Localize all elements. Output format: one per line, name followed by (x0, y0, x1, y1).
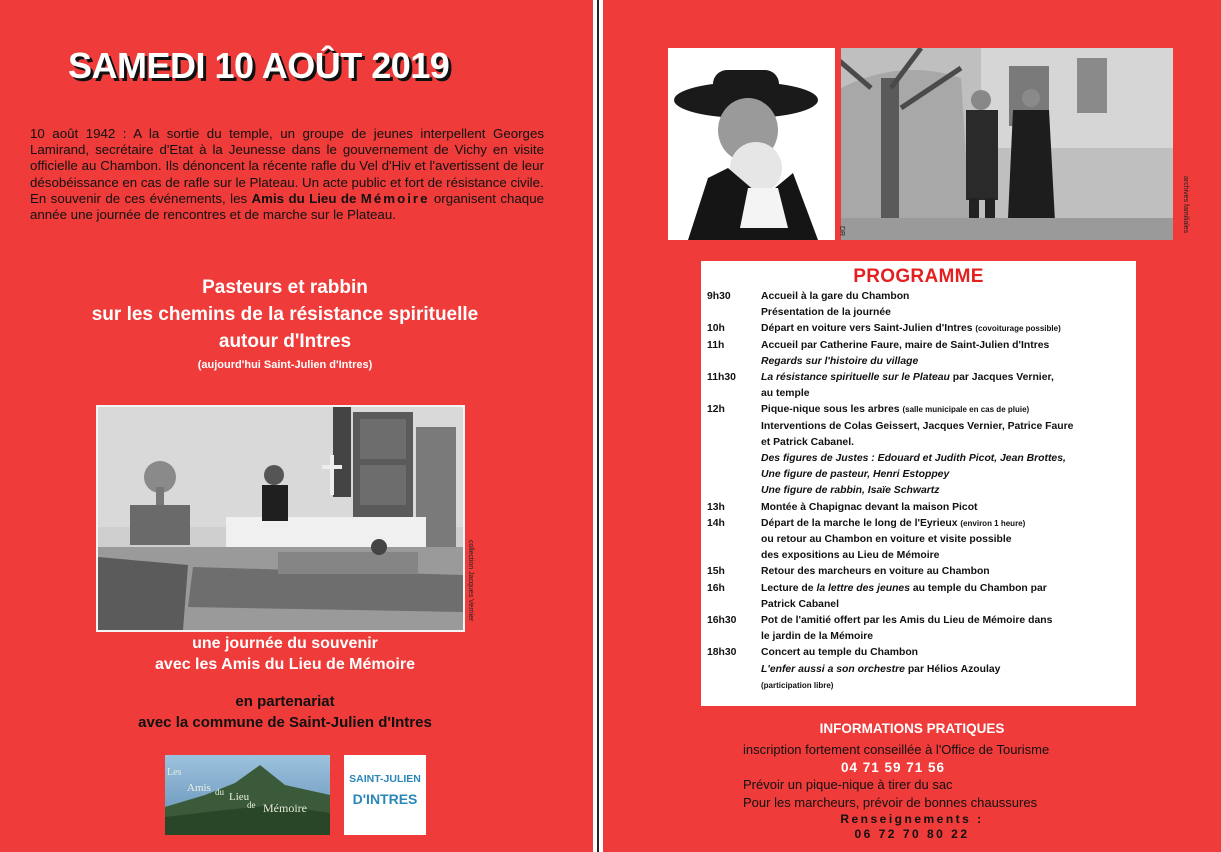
programme-line: Une figure de rabbin, Isaïe Schwartz (761, 485, 940, 497)
programme-box (701, 261, 1136, 706)
programme-line: L'enfer aussi a son orchestre par Hélios Azoulay (761, 663, 1001, 675)
programme-line: Retour des marcheurs en voiture au Chambon (761, 566, 990, 578)
partner-line-2: avec la commune de Saint-Julien d'Intres (138, 714, 432, 731)
programme-row (701, 613, 1136, 645)
intro-paragraph-2 (30, 191, 544, 223)
programme-description (761, 500, 1136, 516)
info-title: INFORMATIONS PRATIQUES (819, 721, 1005, 736)
couple-photo-credit: archives familiales (1182, 176, 1189, 234)
headline-line-2: sur les chemins de la résistance spirituelle (91, 304, 479, 325)
programme-row (701, 338, 1136, 370)
programme-line: Interventions de Colas Geissert, Jacques Vernier, Patrice Faure (761, 420, 1074, 432)
programme-description (761, 645, 1136, 694)
programme-line: Concert au temple du Chambon (761, 647, 919, 659)
logo-text-memoire: Mémoire (263, 801, 307, 815)
rabbi-portrait-photo (668, 48, 835, 240)
left-page (0, 0, 593, 852)
programme-line: Des figures de Justes : Edouard et Judith Picot, Jean Brottes, (761, 453, 1066, 465)
contact-info (603, 812, 1221, 842)
programme-description (761, 402, 1136, 499)
programme-line: Présentation de la journée (761, 307, 891, 319)
programme-line: et Patrick Cabanel. (761, 436, 854, 448)
programme-time: 12h (707, 404, 725, 416)
programme-time: 11h30 (707, 372, 736, 384)
saint-julien-logo-line-1: SAINT-JULIEN (349, 773, 421, 785)
programme-row (701, 500, 1136, 516)
programme-line: Accueil par Catherine Faure, maire de Saint-Julien d'Intres (761, 339, 1050, 351)
programme-line: des expositions au Lieu de Mémoire (761, 550, 940, 562)
programme-description (761, 338, 1136, 370)
programme-row (701, 581, 1136, 613)
programme-row (701, 645, 1136, 694)
programme-time: 11h (707, 339, 725, 351)
pastors-couple-photo (841, 48, 1173, 240)
programme-time: 10h (707, 323, 725, 335)
programme-line: Pique-nique sous les arbres (salle municipale en cas de pluie) (761, 404, 1030, 416)
intro-p2-spaced: Mémoire (360, 190, 430, 206)
right-page (603, 0, 1221, 852)
programme-row (701, 289, 1136, 321)
headline-line-1: Pasteurs et rabbin (202, 277, 368, 298)
programme-line: Regards sur l'histoire du village (761, 355, 919, 367)
programme-line: Accueil à la gare du Chambon (761, 291, 910, 302)
portrait-credit: DR (838, 226, 845, 237)
programme-description (761, 564, 1136, 580)
programme-line: Départ en voiture vers Saint-Julien d'Intres (covoiturage possible) (761, 323, 1061, 335)
programme-time: 14h (707, 517, 725, 529)
headline-line-3: autour d'Intres (218, 331, 352, 352)
intro-p2-bold: Amis du Lieu de (251, 190, 357, 206)
programme-description (761, 581, 1136, 613)
logo-text-du: du (215, 787, 224, 797)
partnership-text (0, 691, 570, 733)
programme-description (761, 289, 1136, 321)
amis-lieu-memoire-logo (165, 755, 330, 835)
programme-line: le jardin de la Mémoire (761, 631, 874, 643)
souvenir-line-1: une journée du souvenir (192, 635, 378, 652)
page-gutter (593, 0, 603, 852)
contact-phone: 06 72 70 80 22 (854, 827, 970, 841)
programme-line: au temple (761, 388, 810, 400)
programme-line: ou retour au Chambon en voiture et visite possible (761, 534, 1012, 546)
programme-title: PROGRAMME (853, 266, 984, 287)
programme-row (701, 402, 1136, 499)
souvenir-text (0, 633, 570, 675)
event-date-title: SAMEDI 10 AOÛT 2019 (68, 45, 450, 86)
souvenir-line-2: avec les Amis du Lieu de Mémoire (155, 656, 415, 673)
event-headline (0, 274, 570, 375)
intro-paragraph-1: 10 août 1942 : A la sortie du temple, un groupe de jeunes interpellent Georges Lamirand, secrétaire d'Etat à la Jeunesse dans le gouvernement de Vichy en visite officielle au Chambon. Ils dénoncent la récente rafle du Vel d'Hiv et l'avertissent de leur désobéissance en cas de rafle sur le Plateau. Un acte public et fort de résistance civile. (30, 126, 544, 190)
programme-line: (participation libre) (761, 680, 834, 690)
programme-description (761, 613, 1136, 645)
programme-line: Lecture de la lettre des jeunes au temple du Chambon par (761, 582, 1047, 594)
programme-row (701, 370, 1136, 402)
church-photo-credit: collection Jacques Vernier (467, 540, 474, 622)
logo-text-de: de (247, 800, 256, 810)
programme-description (761, 321, 1136, 337)
contact-label: Renseignements : (840, 812, 984, 826)
info-line-picnic: Prévoir un pique-nique à tirer du sac (743, 777, 953, 792)
programme-row (701, 516, 1136, 565)
intro-p2-start: En souvenir de ces événements, les (30, 190, 252, 206)
info-line-shoes: Pour les marcheurs, prévoir de bonnes chaussures (743, 794, 1038, 810)
programme-time: 16h30 (707, 615, 737, 627)
programme-line: Départ de la marche le long de l'Eyrieux (environ 1 heure) (761, 517, 1026, 529)
programme-line: Montée à Chapignac devant la maison Picot (761, 501, 978, 513)
church-interior-photo (96, 405, 465, 632)
programme-line: Patrick Cabanel (761, 598, 839, 610)
logo-text-lieu: Lieu (229, 791, 250, 803)
saint-julien-logo (344, 755, 426, 835)
programme-row (701, 321, 1136, 337)
intro-text (30, 126, 544, 223)
programme-time: 15h (707, 566, 725, 578)
programme-row (701, 564, 1136, 580)
programme-time: 18h30 (707, 647, 737, 659)
headline-subtitle: (aujourd'hui Saint-Julien d'Intres) (197, 359, 373, 371)
programme-line: Pot de l'amitié offert par les Amis du Lieu de Mémoire dans (761, 615, 1053, 627)
info-line-registration: inscription fortement conseillée à l'Office de Tourisme (743, 742, 1050, 757)
programme-description (761, 370, 1136, 402)
saint-julien-logo-line-2: D'INTRES (352, 791, 418, 807)
programme-schedule (701, 289, 1136, 694)
tourism-office-phone: 04 71 59 71 56 (840, 759, 946, 775)
programme-description (761, 516, 1136, 565)
logo-text-les: Les (167, 767, 182, 778)
programme-line: La résistance spirituelle sur le Plateau par Jacques Vernier, (761, 372, 1054, 384)
programme-time: 16h (707, 582, 725, 594)
info-details (743, 741, 1049, 811)
programme-time: 9h30 (707, 291, 731, 302)
partner-line-1: en partenariat (235, 693, 335, 710)
intro-p2-end: organisent chaque année une journée de rencontres et de marche sur le Plateau. (30, 190, 544, 223)
programme-line: Une figure de pasteur, Henri Estoppey (761, 469, 950, 481)
programme-time: 13h (707, 501, 725, 513)
logo-text-amis: Amis (187, 782, 211, 794)
